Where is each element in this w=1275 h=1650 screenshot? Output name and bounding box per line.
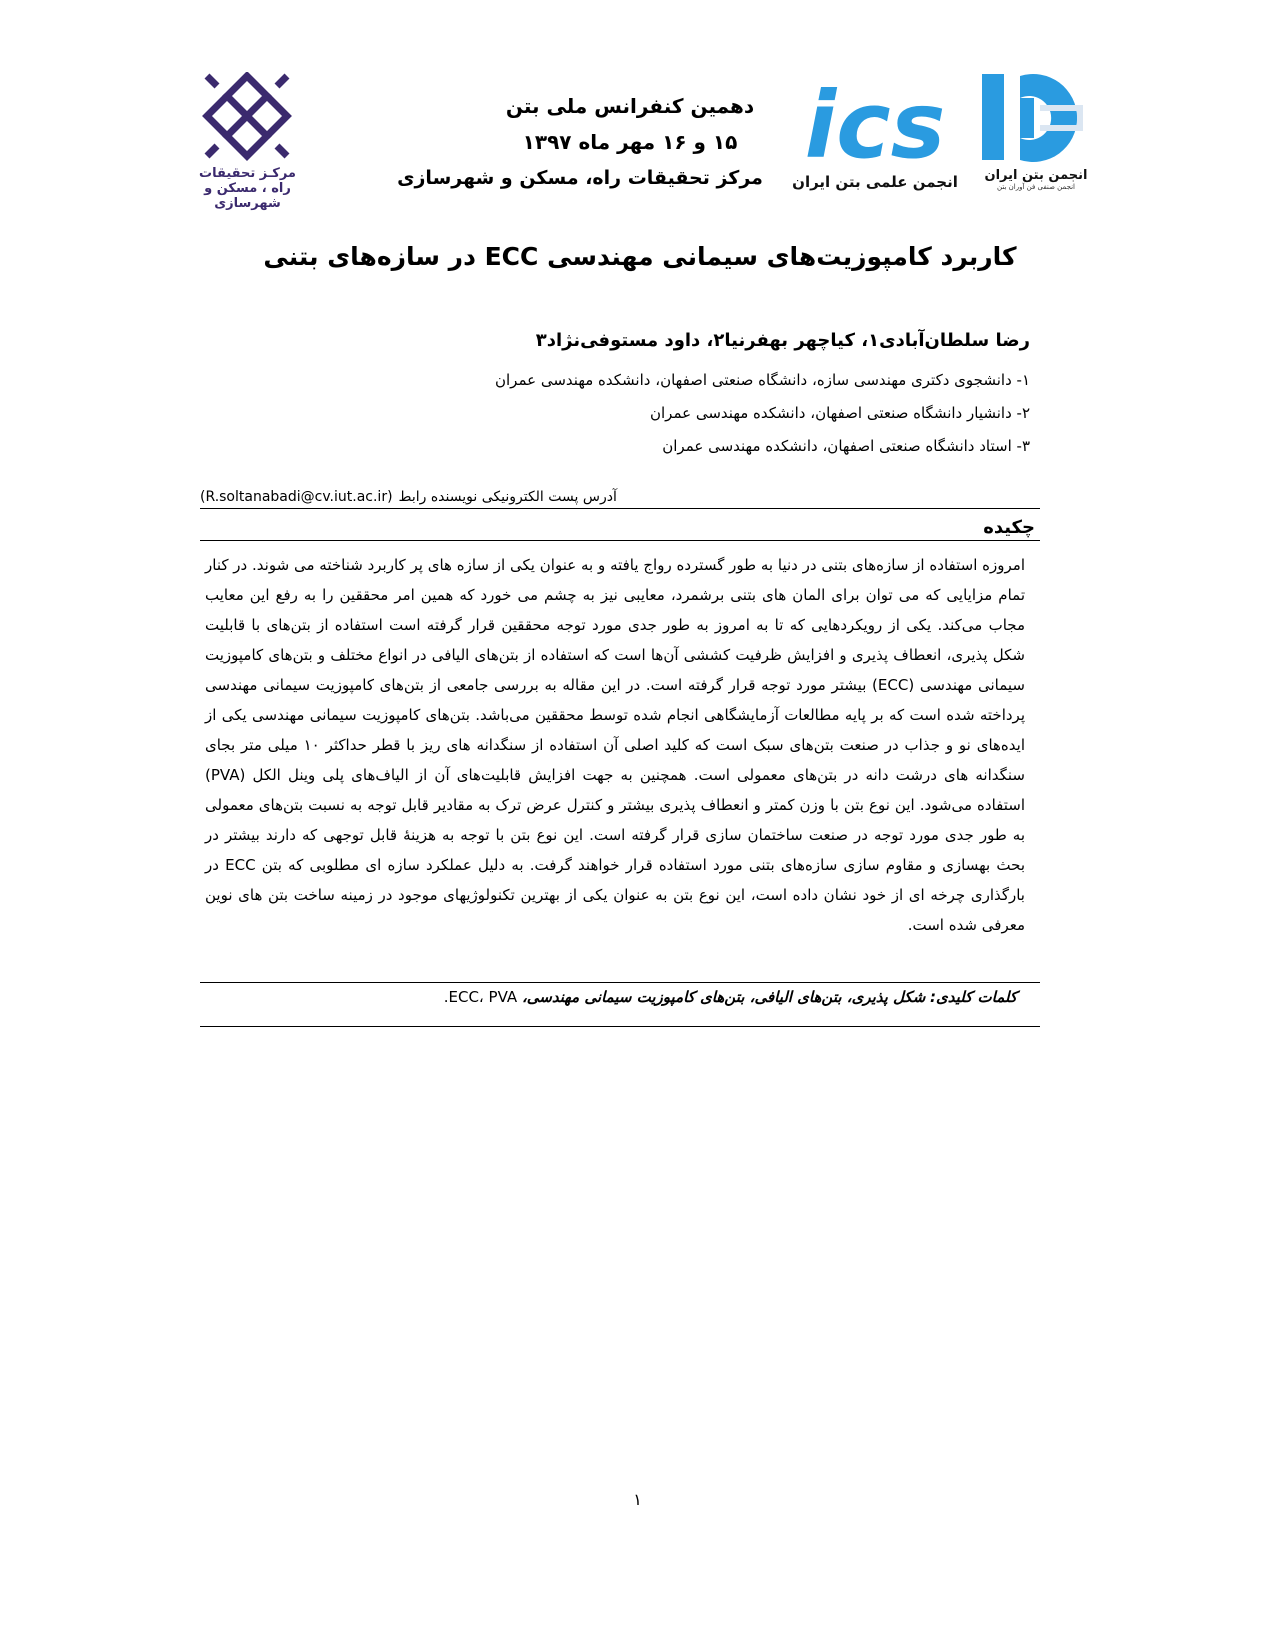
keywords-label: کلمات کلیدی: xyxy=(930,988,1017,1006)
iran-concrete-association-emblem-icon xyxy=(980,72,1092,164)
iran-concrete-association-logo xyxy=(980,72,1092,212)
divider-keywords-bottom xyxy=(200,1026,1040,1027)
conference-host: مرکز تحقیقات راه، مسکن و شهرسازی xyxy=(397,167,763,189)
ics-logo xyxy=(780,85,970,195)
research-center-caption-line2: راه ، مسکن و شهرسازی xyxy=(204,181,291,211)
conference-date: ۱۵ و ۱۶ مهر ماه ۱۳۹۷ xyxy=(522,130,738,154)
knot-emblem-icon xyxy=(185,72,310,162)
affiliation-2: ۲- دانشیار دانشگاه صنعتی اصفهان، دانشکده مهندسی عمران xyxy=(650,404,1030,422)
keywords-plain: ECC، PVA. xyxy=(443,988,518,1006)
email-label: آدرس پست الکترونیکی نویسنده رابط xyxy=(398,489,617,505)
paper-title: کاربرد کامپوزیت‌های سیمانی مهندسی ECC در سازه‌های بتنی xyxy=(263,242,1017,271)
authors: رضا سلطان‌آبادی۱، کیاچهر بهفرنیا۲، داود مستوفی‌نژاد۳ xyxy=(535,330,1030,351)
road-housing-research-center-logo xyxy=(185,72,310,212)
conference-name: دهمین کنفرانس ملی بتن xyxy=(505,94,755,118)
abstract-heading: چکیده xyxy=(983,517,1035,538)
divider-top xyxy=(200,508,1040,509)
affiliation-1: ۱- دانشجوی دکتری مهندسی سازه، دانشگاه صنعتی اصفهان، دانشکده مهندسی عمران xyxy=(495,371,1030,389)
ics-wordmark-icon xyxy=(780,85,970,165)
iran-concrete-association-subcaption: انجمن صنفی فن آوران بتن xyxy=(997,183,1075,191)
keywords-line xyxy=(205,988,1017,1006)
research-center-caption-line1: مرکـز تحقیقات xyxy=(199,166,296,181)
keywords-italic: شکل پذیری، بتن‌های الیافی، بتن‌های کامپوزیت سیمانی مهندسی، xyxy=(521,988,926,1006)
corresponding-email-line xyxy=(200,486,1040,508)
ics-wordmark-text: ics xyxy=(804,85,946,165)
ics-caption: انجمن علمی بتن ایران xyxy=(792,173,958,191)
divider-keywords-top xyxy=(200,982,1040,983)
conference-info xyxy=(397,88,780,196)
iran-concrete-association-caption: انجمن بتن ایران xyxy=(984,168,1088,183)
page-number: ۱ xyxy=(633,1490,642,1509)
affiliation-3: ۳- استاد دانشگاه صنعتی اصفهان، دانشکده مهندسی عمران xyxy=(662,437,1030,455)
email-address[interactable]: (R.soltanabadi@cv.iut.ac.ir) xyxy=(200,489,393,505)
abstract-body: امروزه استفاده از سازه‌های بتنی در دنیا به طور گسترده رواج یافته و به عنوان یکی از سازه های پر کاربرد شناخته می شوند. در کنار تمام مزایایی که می توان برای المان های بتنی برشمرد، معایبی نیز به چشم می خورد که همین امر محققین را به رفع این معایب مجاب می‌کند. یکی از رویکردهایی که تا به امروز به طور جدی مورد توجه محققین قرار گرفته است استفاده از بتن‌های با قابلیت شکل پذیری، انعطاف پذیری و افزایش ظرفیت کششی آن‌ها است که استفاده از بتن‌های الیافی در انواع مختلف و بتن‌های کامپوزیت سیمانی مهندسی (ECC) بیشتر مورد توجه قرار گرفته است. در این مقاله به بررسی جامعی از بتن‌های کامپوزیت سیمانی مهندسی پرداخته شده است که بر پایه مطالعات آزمایشگاهی انجام شده توسط محققین می‌باشد. بتن‌های کامپوزیت سیمانی مهندسی یکی از ایده‌های نو و جذاب در صنعت بتن‌های سبک است که کلید اصلی آن استفاده از سنگدانه های ریز با قطر حداکثر ۱۰ میلی متر بجای سنگدانه های درشت دانه در بتن‌های معمولی است. همچنین به جهت افزایش قابلیت‌های آن از الیاف‌های پلی وینل الکل (PVA) استفاده می‌شود. این نوع بتن با وزن کمتر و انعطاف پذیری بیشتر و کنترل عرض ترک به مقادیر قابل توجه به نسبت بتن‌های معمولی به طور جدی مورد توجه در صنعت ساختمان سازی قرار گرفته است. این نوع بتن با توجه به هزینهٔ قابل توجهی که دارند بیشتر در بحث بهسازی و مقاوم سازی سازه‌های بتنی مورد استفاده قرار خواهند گرفت. به دلیل عملکرد سازه ای مطلوبی که بتن ECC در بارگذاری چرخه ای از خود نشان داده است، این نوع بتن به عنوان یکی از بهترین تکنولوژیهای موجود در زمینه ساخت بتن های نوین معرفی شده است. xyxy=(205,556,1025,934)
affiliations xyxy=(210,364,1030,463)
divider-abstract xyxy=(200,540,1040,541)
